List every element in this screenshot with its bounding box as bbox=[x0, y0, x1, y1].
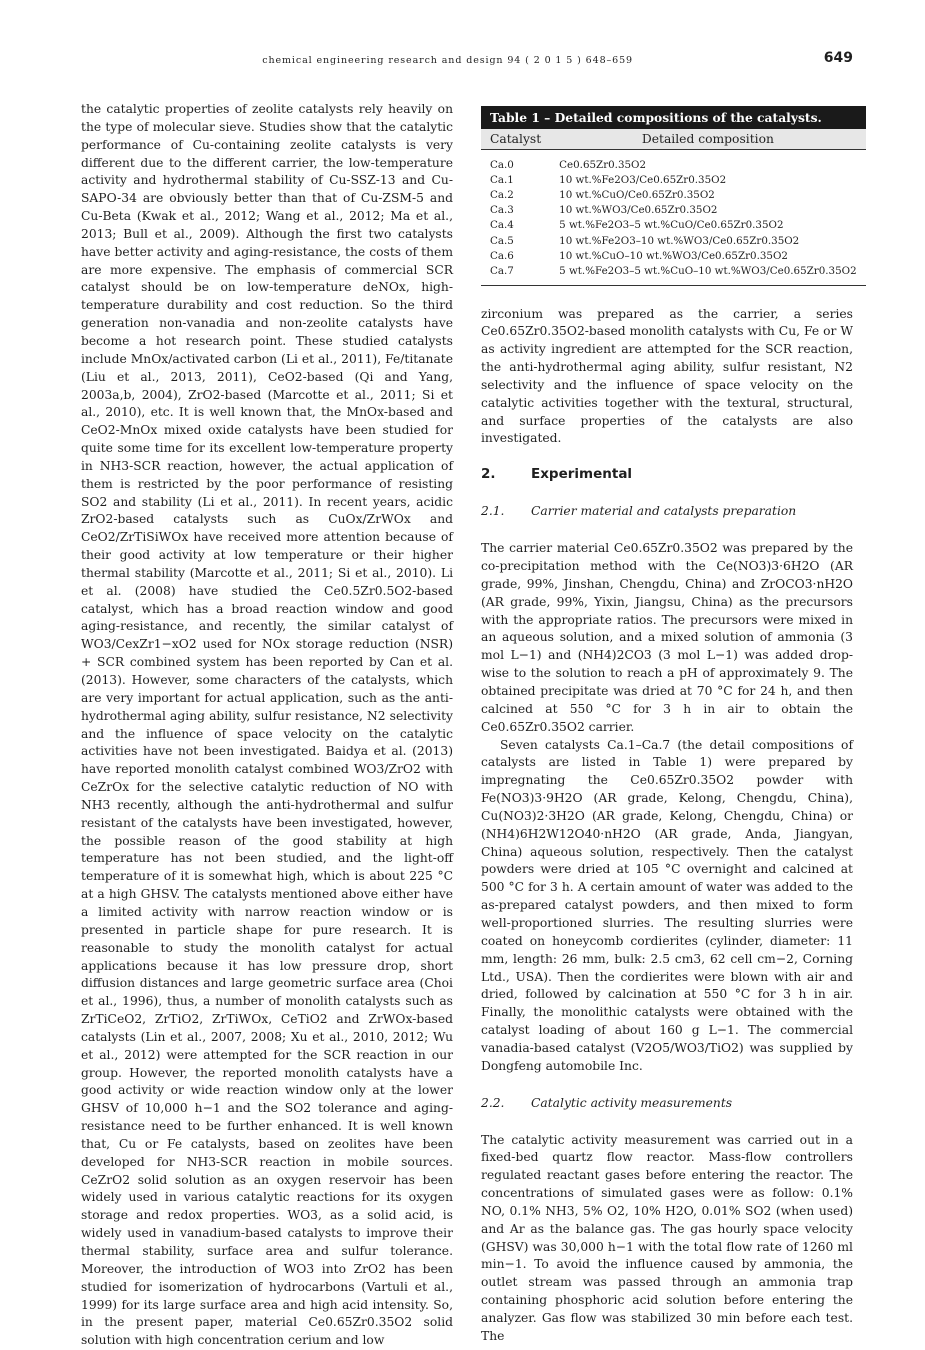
col-header-composition: Detailed composition bbox=[550, 129, 865, 150]
section-2-heading bbox=[481, 466, 853, 482]
subsection-2-1-heading bbox=[481, 504, 853, 518]
col-header-catalyst: Catalyst bbox=[481, 129, 550, 150]
catalyst-cell: Ca.7 bbox=[481, 263, 550, 285]
carrier-preparation-paragraph: The carrier material Ce0.65Zr0.35O2 was prepared by the co-precipitation method with the Ce(NO3)3·6H2O (AR grade, 99%, Jinshan, Chengdu, China) and ZrOCO3·nH2O (AR grade, 99%, Yixin, Jiangsu, China) as the precursors with the appropriate ratios. The precursors were mixed in an aqueous solution, and a mixed solution of ammonia (3 mol L−1) and (NH4)2CO3 (3 mol L−1) was added drop-wise to the solution to reach a pH of approximately 9. The obtained precipitate was dried at 70 °C for 24 h, and then calcined at 550 °C for 3 h in air to obtain the Ce0.65Zr0.35O2 carrier. bbox=[481, 541, 853, 734]
catalyst-cell: Ca.5 bbox=[490, 234, 514, 247]
table-row bbox=[481, 203, 866, 218]
catalyst-cell: Ca.3 bbox=[490, 204, 514, 217]
composition-cell: 10 wt.%CuO–10 wt.%WO3/Ce0.65Zr0.35O2 bbox=[559, 249, 788, 262]
activity-measurement-paragraph: The catalytic activity measurement was carried out in a fixed-bed quartz flow reactor. Mass-flow controllers regulated reactant gases before entering the reactor. The concentrations of simulated gases were as follow: 0.1% NO, 0.1% NH3, 5% O2, 10% H2O, 0.01% SO2 (when used) and Ar as the balance gas. The gas hourly space velocity (GHSV) was 30,000 h−1 with the total flow rate of 1260 ml min−1. To avoid the influence caused by ammonia, the outlet stream was passed through an ammonia trap containing phosphoric acid solution before entering the analyzer. Gas flow was stabilized 30 min before each test. The bbox=[481, 1132, 853, 1343]
table-row bbox=[481, 150, 866, 173]
section-title: Experimental bbox=[531, 466, 633, 483]
journal-citation: chemical engineering research and design 94 ( 2 0 1 5 ) 648–659 bbox=[262, 55, 633, 66]
table-row bbox=[481, 187, 866, 202]
composition-cell: 10 wt.%Fe2O3/Ce0.65Zr0.35O2 bbox=[559, 173, 727, 186]
subsection-number: 2.1. bbox=[481, 504, 505, 519]
subsection-title: Carrier material and catalysts preparation bbox=[531, 504, 797, 519]
intro-continued-paragraph: zirconium was prepared as the carrier, a series Ce0.65Zr0.35O2-based monolith catalysts with Cu, Fe or W as activity ingredient are attempted for the SCR reaction, the anti-hydrothermal aging ability, sulfur resistant, N2 selectivity and the influence of space velocity on the catalytic activities together with the textural, structural, and surface properties of the catalysts are also investigated. bbox=[481, 306, 853, 446]
catalyst-cell: Ca.6 bbox=[490, 249, 514, 262]
running-header bbox=[82, 52, 853, 70]
catalyst-cell: Ca.4 bbox=[490, 219, 514, 232]
subsection-title: Catalytic activity measurements bbox=[531, 1095, 733, 1110]
catalyst-cell: Ca.1 bbox=[490, 173, 514, 186]
page-number: 649 bbox=[823, 50, 853, 66]
composition-cell: 5 wt.%Fe2O3–5 wt.%CuO/Ce0.65Zr0.35O2 bbox=[559, 219, 784, 232]
table-row bbox=[481, 218, 866, 233]
catalyst-cell: Ca.0 bbox=[490, 158, 514, 171]
section-number: 2. bbox=[481, 466, 496, 483]
right-column bbox=[481, 101, 857, 1346]
catalyst-cell: Ca.2 bbox=[490, 188, 514, 201]
table-row bbox=[481, 248, 866, 263]
composition-cell: 5 wt.%Fe2O3–5 wt.%CuO–10 wt.%WO3/Ce0.65Zr0.35O2 bbox=[550, 263, 865, 285]
composition-cell: 10 wt.%WO3/Ce0.65Zr0.35O2 bbox=[559, 204, 718, 217]
table-1 bbox=[481, 106, 866, 286]
composition-cell: 10 wt.%CuO/Ce0.65Zr0.35O2 bbox=[559, 188, 715, 201]
composition-cell: Ce0.65Zr0.35O2 bbox=[559, 158, 647, 171]
table-body bbox=[481, 150, 866, 286]
catalyst-preparation-paragraph: Seven catalysts Ca.1–Ca.7 (the detail compositions of catalysts are listed in Table 1) were prepared by impregnating the Ce0.65Zr0.35O2 powder with Fe(NO3)3·9H2O (AR grade, Kelong, Chengdu, China), Cu(NO3)2·3H2O (AR grade, Kelong, Chengdu, China) or (NH4)6H2W12O40·nH2O (AR grade, Anda, Jiangyan, China) aqueous solution, respectively. Then the catalyst powders were dried at 105 °C overnight and calcined at 500 °C for 3 h. A certain amount of water was added to the as-prepared catalyst powders, and then mixed to form well-proportioned slurries. The resulting slurries were coated on honeycomb cordierites (cylinder, diameter: 11 mm, length: 26 mm, bulk: 2.5 cm3, 62 cell cm−2, Corning Ltd., USA). Then the cordierites were blown with air and dried, followed by calcination at 550 °C for 3 h in air. Finally, the monolithic catalysts were obtained with the catalyst loading of about 160 g L−1. The commercial vanadia-based catalyst (V2O5/WO3/TiO2) was supplied by Dongfeng automobile Inc. bbox=[481, 737, 853, 1073]
subsection-2-2-heading bbox=[481, 1096, 853, 1110]
subsection-number: 2.2. bbox=[481, 1095, 505, 1110]
table-row bbox=[481, 263, 866, 285]
table-row bbox=[481, 233, 866, 248]
composition-cell: 10 wt.%Fe2O3–10 wt.%WO3/Ce0.65Zr0.35O2 bbox=[559, 234, 800, 247]
left-column bbox=[81, 101, 453, 1350]
intro-paragraph: the catalytic properties of zeolite catalysts rely heavily on the type of molecular sieve. Studies show that the catalytic performance of Cu-containing zeolite catalysts is very different due to the different carrier, the low-temperature activity and hydrothermal stability of Cu-SSZ-13 and Cu-SAPO-34 are obviously better than that of Cu-ZSM-5 and Cu-Beta (Kwak et al., 2012; Wang et al., 2012; Ma et al., 2013; Bull et al., 2009). Although the first two catalysts have better activity and aging-resistance, the costs of them are more expensive. The emphasis of commercial SCR catalyst should be on low-temperature deNOx, high-temperature durability and cost reduction. So the third generation non-vanadia and non-zeolite catalysts have become a hot research point. These studied catalysts include MnOx/activated carbon (Li et al., 2011), Fe/titanate (Liu et al., 2013, 2011), CeO2-based (Qi and Yang, 2003a,b, 2004), ZrO2-based (Marcotte et al., 2011; Si et al., 2010), etc. It is well known that, the MnOx-based and CeO2-MnOx mixed oxide catalysts have been studied for quite some time for its excellent low-temperature property in NH3-SCR reaction, however, the actual application of them is restricted by the poor performance of resisting SO2 and stability (Li et al., 2011). In recent years, acidic ZrO2-based catalysts such as CuOx/ZrWOx and CeO2/ZrTiSiWOx have received more attention because of their good activity at low temperature or their higher thermal stability (Marcotte et al., 2011; Si et al., 2010). Li et al. (2008) have studied the Ce0.5Zr0.5O2-based catalyst, which has a broad reaction window and good aging-resistance, and recently, the similar catalyst of WO3/CexZr1−xO2 used for NOx storage reduction (NSR) + SCR combined system has been reported by Can et al. (2013). However, some characters of the catalysts, which are very important for actual application, such as the anti-hydrothermal aging ability, sulfur resistance, N2 selectivity and the influence of space velocity on the catalytic activities have not been investigated. Baidya et al. (2013) have reported monolith catalyst combined WO3/ZrO2 with CeZrOx for the selective catalytic reduction of NO with NH3 recently, although the anti-hydrothermal and sulfur resistant of the catalysts have been investigated, however, the possible reason of the good stability at high temperature has not been studied, and the light-off temperature of it is somewhat high, which is about 225 °C at a high GHSV. The catalysts mentioned above either have a limited activity with narrow reaction window or is presented in particle shape for pure research. It is reasonable to study the monolith catalyst for actual applications because it has low pressure drop, short diffusion distances and large geometric surface area (Choi et al., 1996), thus, a number of monolith catalysts such as ZrTiCeO2, ZrTiO2, ZrTiWOx, CeTiO2 and ZrWOx-based catalysts (Lin et al., 2007, 2008; Xu et al., 2010, 2012; Wu et al., 2012) were attempted for the SCR reaction in our group. However, the reported monolith catalysts have a good activity or wide reaction window only at the lower GHSV of 10,000 h−1 and the SO2 tolerance and aging-resistance need to be further enhanced. It is well known that, Cu or Fe catalysts, based on zeolites have been developed for NH3-SCR reaction in mobile sources. CeZrO2 solid solution as an oxygen reservoir has been widely used in various catalytic reactions for its oxygen storage and redox properties. WO3, as a solid acid, is widely used in vanadium-based catalysts to improve their thermal stability, surface area and sulfur tolerance. Moreover, the introduction of WO3 into ZrO2 has been studied for isomerization of hydrocarbons (Vartuli et al., 1999) for its large surface area and high acid intensity. So, in the present paper, material Ce0.65Zr0.35O2 solid solution with high concentration cerium and low bbox=[81, 102, 453, 1348]
table-caption: Table 1 – Detailed compositions of the catalysts. bbox=[481, 106, 866, 129]
table-row bbox=[481, 172, 866, 187]
